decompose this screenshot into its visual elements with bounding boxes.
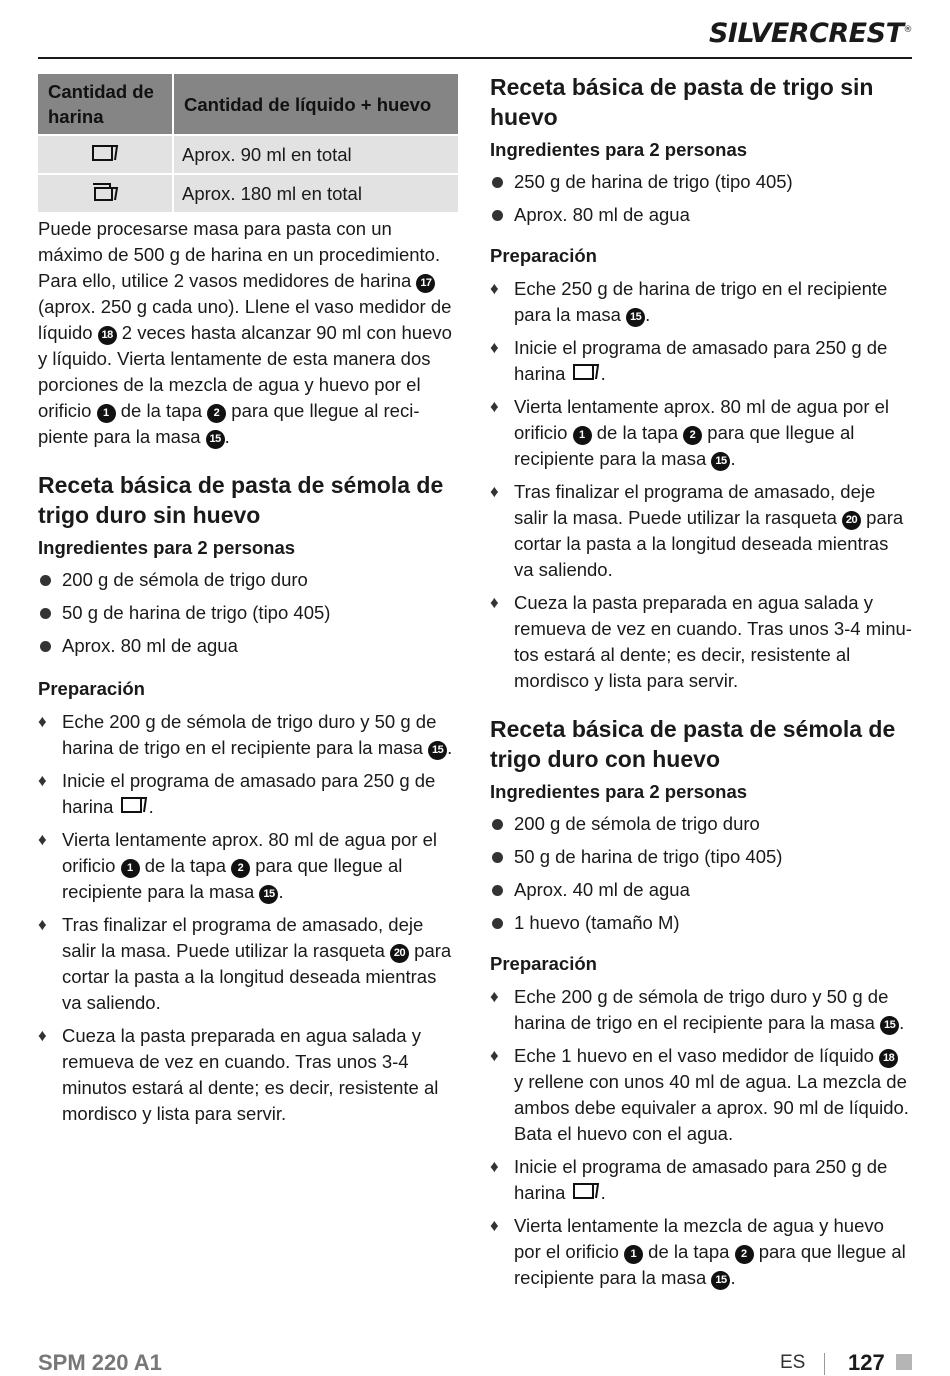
step-item: ♦ Eche 1 huevo en el vaso medidor de líquido 18 y rellene con unos 40 ml de agua. La mezcla de ambos debe equivaler a aprox. 90 ml de líquido. Bata el huevo con el agua. bbox=[490, 1043, 912, 1147]
single-cup-icon bbox=[90, 143, 120, 163]
ingredient-list bbox=[38, 567, 460, 659]
preparation-steps bbox=[38, 709, 460, 1127]
table-cell-icon bbox=[38, 175, 172, 212]
header-rule bbox=[38, 57, 912, 59]
double-cup-icon bbox=[90, 181, 120, 203]
preparation-title: Preparación bbox=[38, 678, 145, 699]
single-cup-icon bbox=[571, 1181, 601, 1201]
reference-number: 18 bbox=[98, 326, 117, 345]
reference-number: 1 bbox=[624, 1245, 643, 1264]
ingredient-item: Aprox. 80 ml de agua bbox=[490, 202, 912, 228]
reference-number: 2 bbox=[207, 404, 226, 423]
footer-divider bbox=[824, 1353, 825, 1375]
ingredient-item: Aprox. 80 ml de agua bbox=[38, 633, 460, 659]
step-item: ♦ Eche 200 g de sémola de trigo duro y 50 g de harina de trigo en el recipiente para la masa 15 . bbox=[490, 984, 912, 1036]
reference-number: 20 bbox=[390, 944, 409, 963]
table-cell-icon bbox=[38, 136, 172, 173]
ingredient-item: 250 g de harina de trigo (tipo 405) bbox=[490, 169, 912, 195]
section-heading: Receta básica de pasta de sémola de trigo duro con huevo bbox=[490, 716, 896, 772]
table-header-row bbox=[38, 74, 458, 134]
single-cup-icon bbox=[119, 795, 149, 815]
reference-number: 15 bbox=[711, 452, 730, 471]
intro-paragraph: Puede procesarse masa para pasta con un máximo de 500 g de harina en un procedimiento. Para ello, utilice 2 vasos medidores de harina 17 (aprox. 250 g cada uno). Llene el vaso medidor de líquido 18 2 veces hasta alcanzar 90 ml con huevo y líquido. Vierta lentamente de esta manera dos porciones de la mezcla de agua y huevo por el orificio 1 de la tapa 2 para que llegue al reci-piente para la masa 15 . bbox=[38, 218, 452, 447]
reference-number: 15 bbox=[711, 1271, 730, 1290]
reference-number: 1 bbox=[97, 404, 116, 423]
ingredient-item: 50 g de harina de trigo (tipo 405) bbox=[38, 600, 460, 626]
ingredient-list bbox=[490, 811, 912, 936]
page-number: 127 bbox=[848, 1350, 885, 1375]
table-cell-value: Aprox. 180 ml en total bbox=[174, 175, 458, 212]
single-cup-icon bbox=[571, 362, 601, 382]
preparation-steps bbox=[490, 984, 912, 1291]
reference-number: 17 bbox=[416, 274, 435, 293]
step-item: ♦ Vierta lentamente aprox. 80 ml de agua por el orificio 1 de la tapa 2 para que llegue al recipiente para la masa 15 . bbox=[490, 394, 912, 472]
step-item: ♦ Cueza la pasta preparada en agua salada y remueva de vez en cuando. Tras unos 3-4 minutos estará al dente; es decir, resistente al mordisco y lista para servir. bbox=[38, 1023, 460, 1127]
reference-number: 18 bbox=[879, 1049, 898, 1068]
step-item: ♦ Inicie el programa de amasado para 250 g de harina . bbox=[490, 335, 912, 387]
footer-language: ES bbox=[780, 1352, 806, 1373]
reference-number: 2 bbox=[683, 426, 702, 445]
step-item: ♦ Vierta lentamente la mezcla de agua y huevo por el orificio 1 de la tapa 2 para que llegue al recipiente para la masa 15 . bbox=[490, 1213, 912, 1291]
ingredient-item: 200 g de sémola de trigo duro bbox=[490, 811, 912, 837]
preparation-steps bbox=[490, 276, 912, 694]
left-column bbox=[38, 72, 460, 1134]
ingredient-list bbox=[490, 169, 912, 228]
section-heading: Receta básica de pasta de sémola de trigo duro sin huevo bbox=[38, 472, 444, 528]
ingredient-item: Aprox. 40 ml de agua bbox=[490, 877, 912, 903]
step-item: ♦ Inicie el programa de amasado para 250 g de harina . bbox=[490, 1154, 912, 1206]
table-header-flour: Cantidad de harina bbox=[38, 74, 172, 134]
reference-number: 1 bbox=[121, 859, 140, 878]
ingredients-title: Ingredientes para 2 personas bbox=[490, 781, 748, 802]
table-cell-value: Aprox. 90 ml en total bbox=[174, 136, 458, 173]
reference-number: 15 bbox=[206, 430, 225, 449]
reference-number: 15 bbox=[880, 1016, 899, 1035]
table-header-liquid: Cantidad de líquido + huevo bbox=[174, 74, 458, 134]
table-row bbox=[38, 136, 458, 173]
ingredient-item: 50 g de harina de trigo (tipo 405) bbox=[490, 844, 912, 870]
ingredients-title: Ingredientes para 2 personas bbox=[490, 139, 748, 160]
step-item: ♦ Cueza la pasta preparada en agua salada y remueva de vez en cuando. Tras unos 3-4 minu-tos estará al dente; es decir, resistente al mordisco y lista para servir. bbox=[490, 590, 912, 694]
quantity-table bbox=[36, 72, 460, 214]
step-item: ♦ Eche 200 g de sémola de trigo duro y 50 g de harina de trigo en el recipiente para la masa 15 . bbox=[38, 709, 460, 761]
preparation-title: Preparación bbox=[490, 953, 597, 974]
step-item: ♦ Tras finalizar el programa de amasado, deje salir la masa. Puede utilizar la rasqueta 20 para cortar la pasta a la longitud deseada mientras va saliendo. bbox=[38, 912, 460, 1016]
reference-number: 1 bbox=[573, 426, 592, 445]
step-item: ♦ Inicie el programa de amasado para 250 g de harina . bbox=[38, 768, 460, 820]
step-item: ♦ Tras finalizar el programa de amasado, deje salir la masa. Puede utilizar la rasqueta 20 para cortar la pasta a la longitud deseada mientras va saliendo. bbox=[490, 479, 912, 583]
reference-number: 20 bbox=[842, 511, 861, 530]
ingredients-title: Ingredientes para 2 personas bbox=[38, 537, 296, 558]
ingredient-item: 1 huevo (tamaño M) bbox=[490, 910, 912, 936]
reference-number: 15 bbox=[259, 885, 278, 904]
right-column bbox=[490, 72, 912, 1298]
preparation-title: Preparación bbox=[490, 245, 597, 266]
reference-number: 2 bbox=[735, 1245, 754, 1264]
brand-logo: SILVERCREST® bbox=[708, 18, 912, 49]
step-item: ♦ Vierta lentamente aprox. 80 ml de agua por el orificio 1 de la tapa 2 para que llegue al recipiente para la masa 15 . bbox=[38, 827, 460, 905]
section-heading: Receta básica de pasta de trigo sin huevo bbox=[490, 74, 874, 130]
reference-number: 15 bbox=[428, 741, 447, 760]
step-item: ♦ Eche 250 g de harina de trigo en el recipiente para la masa 15 . bbox=[490, 276, 912, 328]
table-row bbox=[38, 175, 458, 212]
ingredient-item: 200 g de sémola de trigo duro bbox=[38, 567, 460, 593]
reference-number: 2 bbox=[231, 859, 250, 878]
footer-model: SPM 220 A1 bbox=[38, 1350, 162, 1375]
reference-number: 15 bbox=[626, 308, 645, 327]
footer-square-marker bbox=[896, 1354, 912, 1370]
